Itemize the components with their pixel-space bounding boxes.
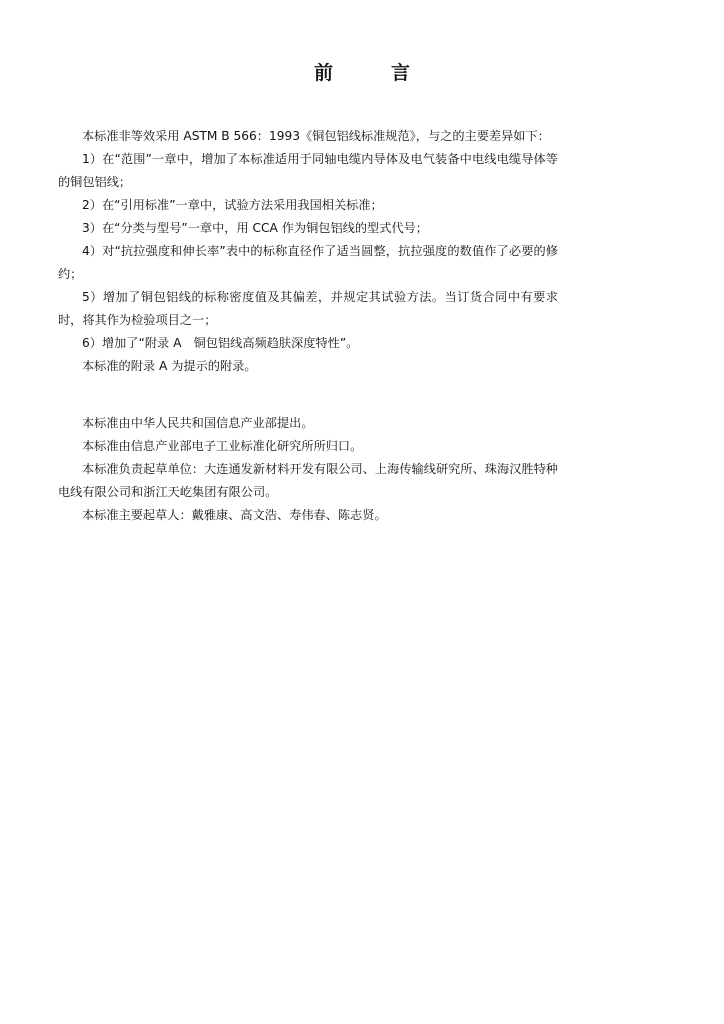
foreword-credits	[58, 412, 558, 527]
drafters-paragraph: 本标准主要起草人：戴雅康、高文浩、寿伟春、陈志贤。	[82, 508, 387, 522]
appendix-note-paragraph: 本标准的附录 A 为提示的附录。	[82, 359, 257, 373]
foreword-body	[58, 125, 558, 378]
title-char-1: 前	[313, 62, 333, 84]
drafting-units-paragraph: 本标准负责起草单位：大连通发新材料开发有限公司、上海传输线研究所、珠海汉胜特种电线有限公司和浙江天屹集团有限公司。	[58, 462, 558, 499]
administrator-paragraph: 本标准由信息产业部电子工业标准化研究所所归口。	[82, 439, 363, 453]
difference-item-2: 2）在“引用标准”一章中，试验方法采用我国相关标准；	[82, 198, 383, 212]
foreword-intro-paragraph: 本标准非等效采用 ASTM B 566：1993《铜包铝线标准规范》，与之的主要差异如下：	[82, 129, 550, 143]
difference-item-6: 6）增加了“附录 A 铜包铝线高频趋肤深度特性”。	[82, 336, 359, 350]
difference-item-1: 1）在“范围”一章中，增加了本标准适用于同轴电缆内导体及电气装备中电线电缆导体等的铜包铝线；	[58, 152, 558, 189]
difference-item-4: 4）对“抗拉强度和伸长率”表中的标称直径作了适当圆整，抗拉强度的数值作了必要的修约；	[58, 244, 558, 281]
difference-item-5: 5）增加了铜包铝线的标称密度值及其偏差，并规定其试验方法。当订货合同中有要求时，将其作为检验项目之一；	[58, 290, 558, 327]
title-char-2: 言	[391, 62, 411, 84]
page-title	[0, 58, 724, 85]
difference-item-3: 3）在“分类与型号”一章中，用 CCA 作为铜包铝线的型式代号；	[82, 221, 428, 235]
proposer-paragraph: 本标准由中华人民共和国信息产业部提出。	[82, 416, 314, 430]
